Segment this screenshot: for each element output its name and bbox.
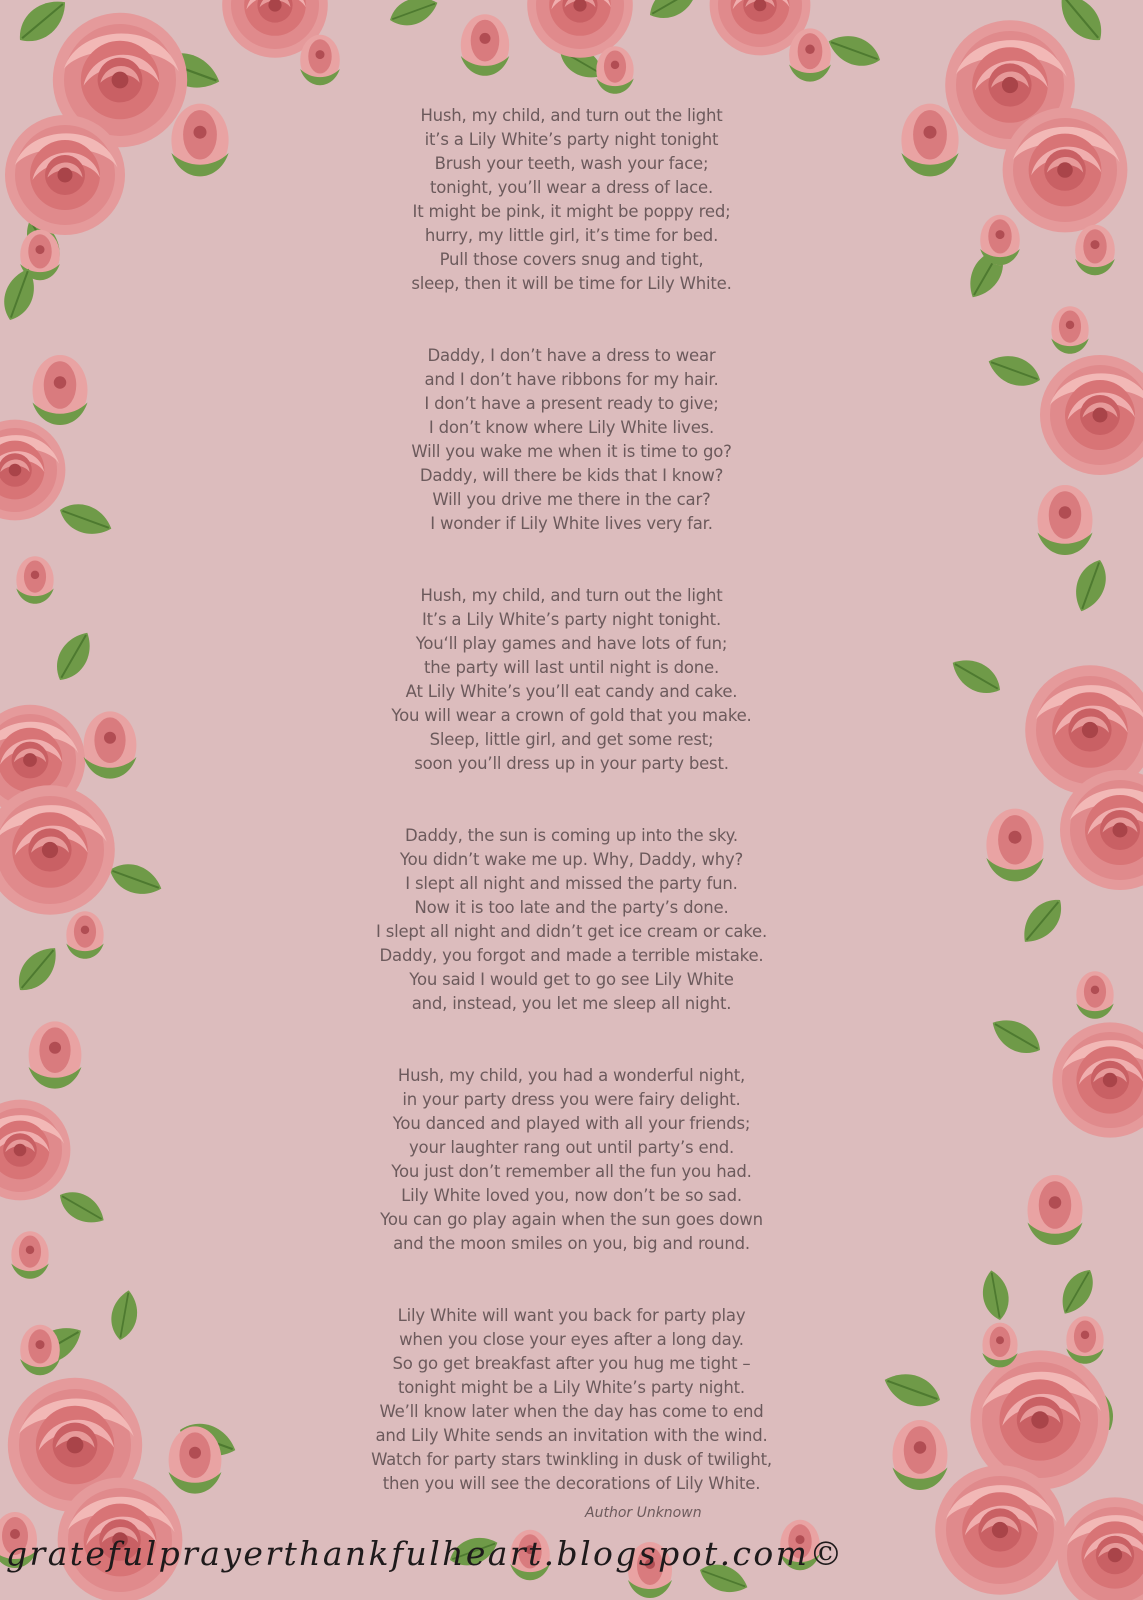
poem-line: You danced and played with all your friends;	[392, 1114, 751, 1133]
poem-line: It might be pink, it might be poppy red;	[412, 202, 731, 221]
poem-line: then you will see the decorations of Lily White.	[382, 1474, 761, 1493]
poem-line: You can go play again when the sun goes down	[380, 1210, 763, 1229]
poem-line: I wonder if Lily White lives very far.	[430, 514, 713, 533]
poem-line: Brush your teeth, wash your face;	[434, 154, 709, 173]
poem-line: soon you’ll dress up in your party best.	[414, 754, 729, 773]
poem-line: it’s a Lily White’s party night tonight	[424, 130, 719, 149]
poem-line: and the moon smiles on you, big and round.	[393, 1234, 750, 1253]
poem-line: Now it is too late and the party’s done.	[414, 898, 729, 917]
poem-line: You just don’t remember all the fun you had.	[391, 1162, 752, 1181]
poem-stanza	[330, 584, 813, 776]
poem-line: I slept all night and didn’t get ice cream or cake.	[375, 922, 767, 941]
poem-line: You will wear a crown of gold that you make.	[391, 706, 752, 725]
poem-text	[330, 104, 813, 1496]
poem-stanza	[330, 824, 813, 1016]
poem-line: tonight might be a Lily White’s party night.	[398, 1378, 745, 1397]
poem-line: tonight, you’ll wear a dress of lace.	[429, 178, 713, 197]
poem-stanza	[330, 104, 813, 296]
poem-line: when you close your eyes after a long day.	[399, 1330, 744, 1349]
poem-line: Daddy, will there be kids that I know?	[419, 466, 724, 485]
poem-line: Hush, my child, and turn out the light	[420, 586, 723, 605]
poem-line: Pull those covers snug and tight,	[439, 250, 704, 269]
poem-line: and Lily White sends an invitation with the wind.	[375, 1426, 768, 1445]
poem-line: Daddy, the sun is coming up into the sky.	[405, 826, 738, 845]
poem-line: You didn’t wake me up. Why, Daddy, why?	[399, 850, 744, 869]
poem-line: Sleep, little girl, and get some rest;	[429, 730, 714, 749]
poem-line: and I don’t have ribbons for my hair.	[424, 370, 719, 389]
poem-line: I slept all night and missed the party fun.	[405, 874, 738, 893]
poem-stanza	[330, 344, 813, 536]
poem-line: hurry, my little girl, it’s time for bed.	[424, 226, 719, 245]
poem-line: sleep, then it will be time for Lily White.	[411, 274, 732, 293]
poem-stanza	[330, 1304, 813, 1496]
poem-line: So go get breakfast after you hug me tight –	[392, 1354, 751, 1373]
poem-line: Daddy, you forgot and made a terrible mistake.	[379, 946, 764, 965]
poem-line: Will you wake me when it is time to go?	[411, 442, 732, 461]
poem-line: Lily White loved you, now don’t be so sad.	[401, 1186, 742, 1205]
poem-line: At Lily White’s you’ll eat candy and cake.	[405, 682, 738, 701]
poem-line: Will you drive me there in the car?	[432, 490, 711, 509]
poem-line: You said I would get to go see Lily White	[409, 970, 734, 989]
poem-line: the party will last until night is done.	[423, 658, 719, 677]
poem-line: Watch for party stars twinkling in dusk of twilight,	[371, 1450, 772, 1469]
blog-url-signature: gratefulprayerthankfulheart.blogspot.com©	[6, 1534, 845, 1573]
poem-line: Hush, my child, and turn out the light	[420, 106, 723, 125]
poem-line: It’s a Lily White’s party night tonight.	[422, 610, 721, 629]
poem-line: and, instead, you let me sleep all night.	[411, 994, 732, 1013]
poem-line: I don’t have a present ready to give;	[424, 394, 719, 413]
poem-line: You‘ll play games and have lots of fun;	[415, 634, 728, 653]
poem-stanza	[330, 1064, 813, 1256]
poem-line: I don’t know where Lily White lives.	[428, 418, 715, 437]
poem-line: We’ll know later when the day has come to end	[379, 1402, 764, 1421]
poem-line: Daddy, I don’t have a dress to wear	[427, 346, 716, 365]
poem-line: in your party dress you were fairy delight.	[402, 1090, 741, 1109]
poem-line: Hush, my child, you had a wonderful night,	[397, 1066, 746, 1085]
poem-line: your laughter rang out until party’s end.	[408, 1138, 735, 1157]
poem-author: Author Unknown	[585, 1505, 702, 1521]
poem-line: Lily White will want you back for party play	[397, 1306, 746, 1325]
